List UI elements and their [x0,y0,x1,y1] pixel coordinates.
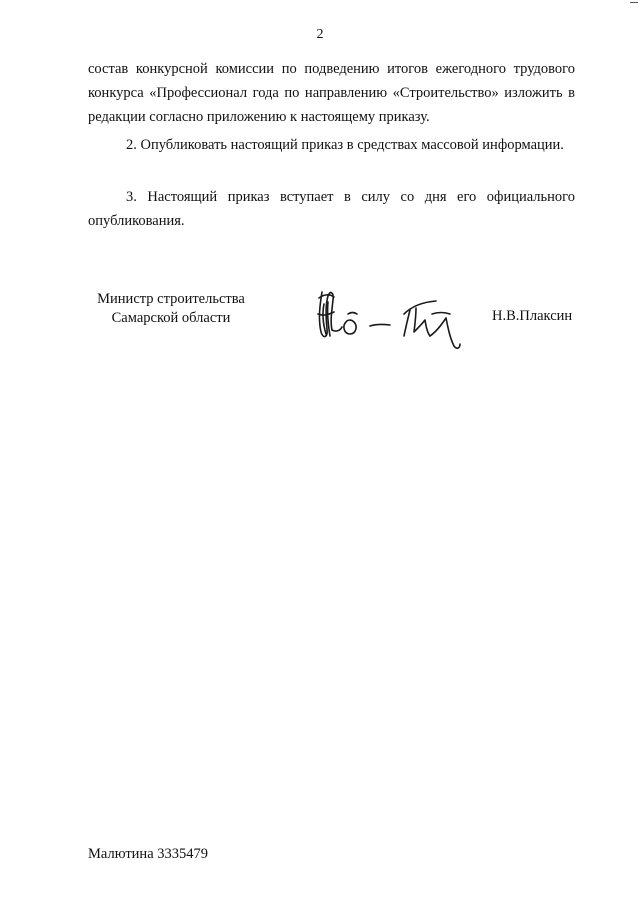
executor-contact: Малютина 3335479 [88,846,209,862]
paragraph-commission-composition: состав конкурсной комиссии по подведению итогов ежегодного трудового конкурса «Профессионал года по направлению «Строительство» изложить в редакции согласно приложению к настоящему приказу. [88,61,575,125]
signatory-title-line-2: Самарской области [111,310,231,326]
handwritten-signature [312,284,472,354]
signatory-name: Н.В.Плаксин [492,308,573,324]
paragraph-publish-order: 2. Опубликовать настоящий приказ в средствах массовой информации. [126,137,564,153]
signatory-title-line-1: Министр строительства [97,291,245,307]
corner-mark [630,2,638,3]
paragraph-effective-date: 3. Настоящий приказ вступает в силу со дня его официального опубликования. [88,189,575,229]
signatory-title [86,290,256,328]
page-number: 2 [316,27,324,42]
